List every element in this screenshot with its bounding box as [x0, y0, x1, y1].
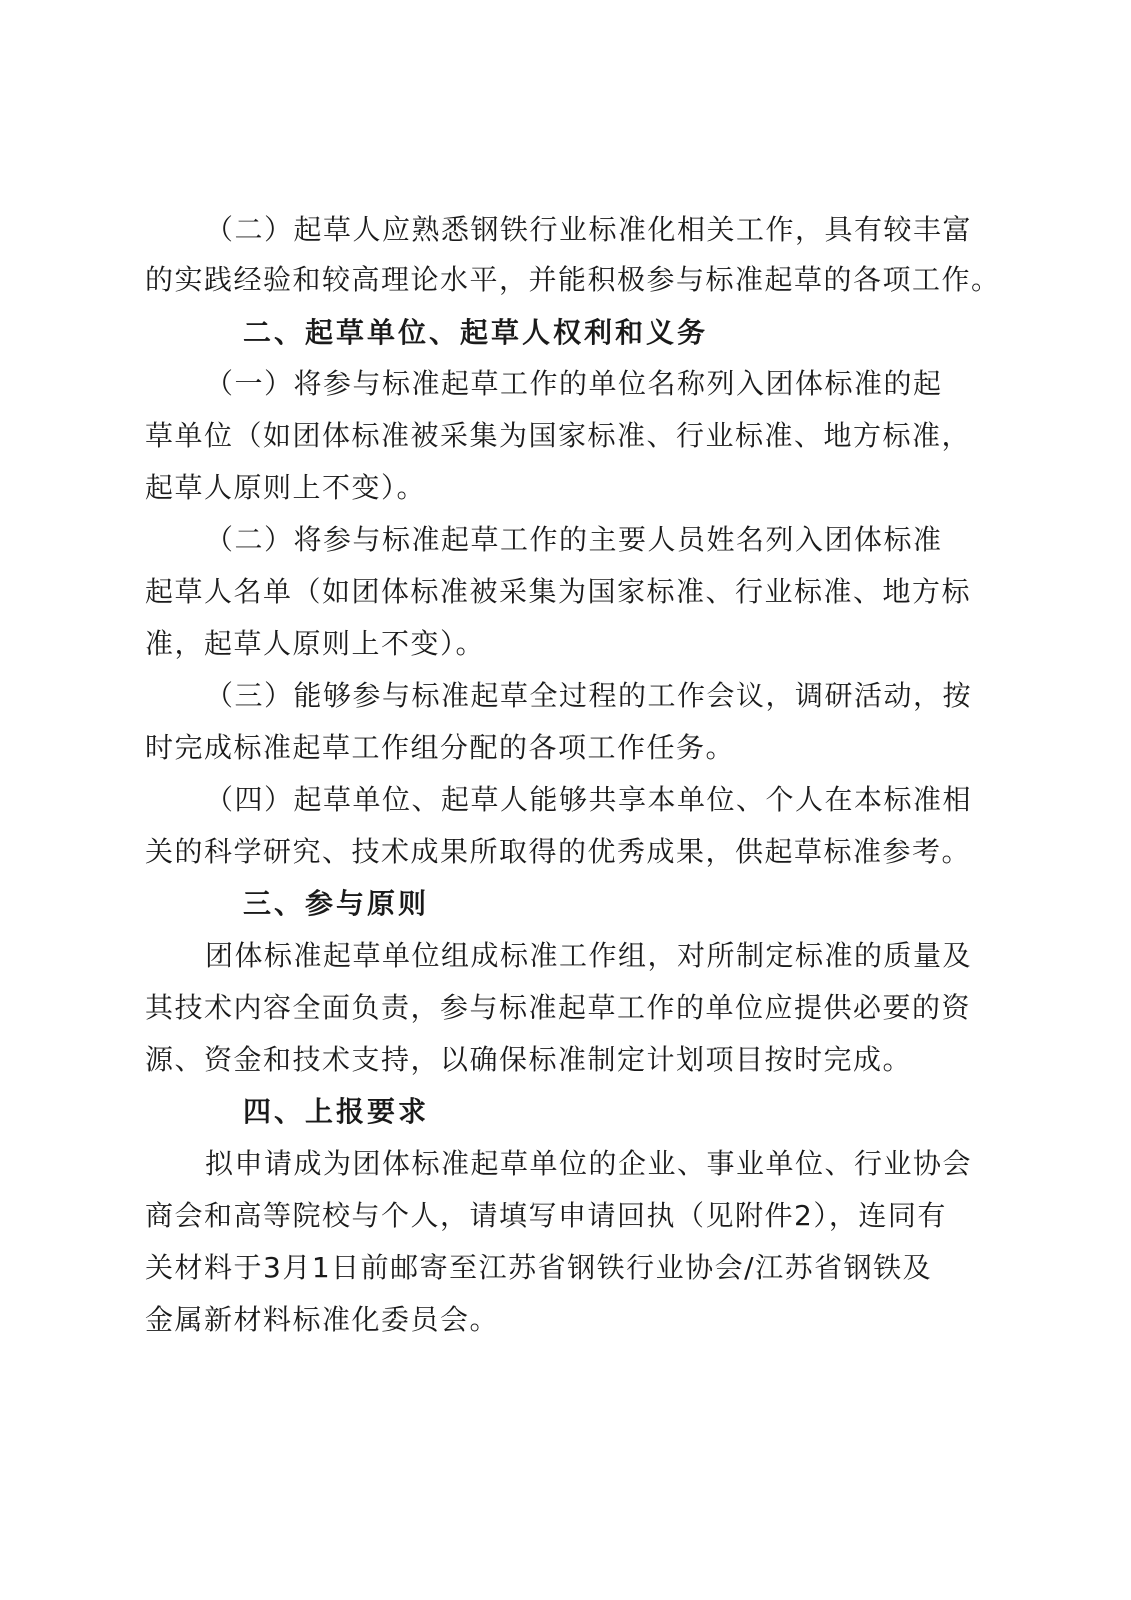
paragraph-line: 的实践经验和较高理论水平，并能积极参与标准起草的各项工作。	[145, 263, 1001, 296]
paragraph-line: （四）起草单位、起草人能够共享本单位、个人在本标准相	[205, 783, 973, 816]
paragraph-line: 商会和高等院校与个人，请填写申请回执（见附件2），连同有	[145, 1199, 947, 1232]
paragraph-line: （二）起草人应熟悉钢铁行业标准化相关工作，具有较丰富	[205, 213, 973, 246]
paragraph-line: 草单位（如团体标准被采集为国家标准、行业标准、地方标准，	[145, 419, 972, 452]
paragraph-line: （二）将参与标准起草工作的主要人员姓名列入团体标准	[205, 523, 943, 556]
paragraph-line: 时完成标准起草工作组分配的各项工作任务。	[145, 731, 736, 764]
paragraph-line: （一）将参与标准起草工作的单位名称列入团体标准的起	[205, 367, 943, 400]
section-heading: 三、参与原则	[243, 887, 430, 920]
paragraph-line: 金属新材料标准化委员会。	[145, 1303, 500, 1336]
paragraph-line: 关的科学研究、技术成果所取得的优秀成果，供起草标准参考。	[145, 835, 972, 868]
paragraph-line: 拟申请成为团体标准起草单位的企业、事业单位、行业协会	[205, 1147, 973, 1180]
paragraph-line: 源、资金和技术支持，以确保标准制定计划项目按时完成。	[145, 1043, 913, 1076]
paragraph-line: 关材料于3月1日前邮寄至江苏省钢铁行业协会/江苏省钢铁及	[145, 1251, 933, 1284]
paragraph-line: 起草人名单（如团体标准被采集为国家标准、行业标准、地方标	[145, 575, 972, 608]
paragraph-line: 其技术内容全面负责，参与标准起草工作的单位应提供必要的资	[145, 991, 972, 1024]
paragraph-line: 团体标准起草单位组成标准工作组，对所制定标准的质量及	[205, 939, 973, 972]
paragraph-line: 起草人原则上不变）。	[145, 471, 427, 504]
paragraph-line: 准，起草人原则上不变）。	[145, 627, 486, 660]
section-heading: 四、上报要求	[243, 1095, 430, 1128]
paragraph-line: （三）能够参与标准起草全过程的工作会议，调研活动，按	[205, 679, 973, 712]
section-heading: 二、起草单位、起草人权利和义务	[243, 316, 709, 349]
